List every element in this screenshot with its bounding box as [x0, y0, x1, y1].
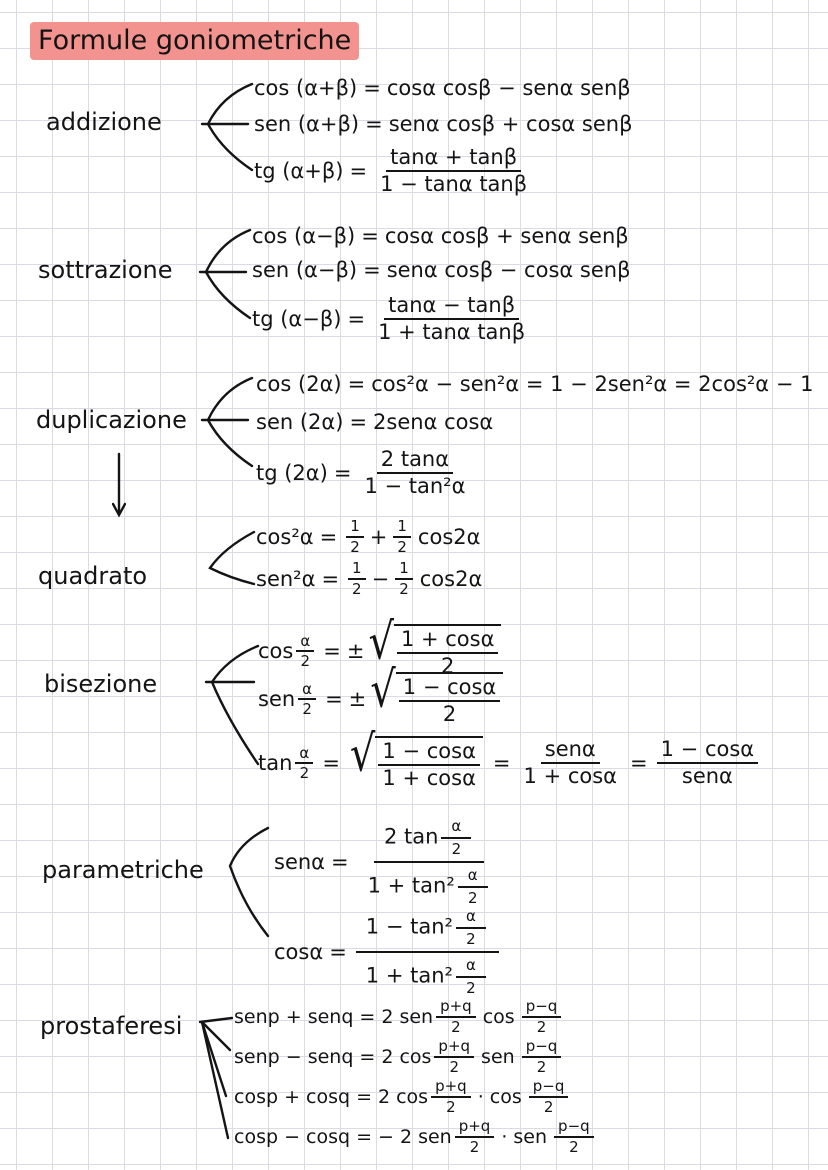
section-label-prostaferesi: prostaferesi — [40, 1012, 183, 1040]
formula-sott-tg: tg (α−β) = $\frac{\tan\alpha - \tan\beta}{\text{1 + tanα tanβ}}$ — [252, 294, 532, 344]
bracket-quadrato — [204, 526, 260, 590]
section-label-quadrato: quadrato — [38, 562, 148, 590]
formula-add-tg: tg (α+β) = $\frac{\tan\alpha + \tan\beta}{\text{1 − tanα tanβ}}$ — [254, 146, 534, 196]
formula-dup-sen: sen (2α) = 2senα cosα — [256, 410, 494, 434]
section-label-sottrazione: sottrazione — [38, 256, 173, 284]
bracket-prostaferesi — [196, 1014, 236, 1154]
formula-dup-cos: cos (2α) = cos²α − sen²α = 1 − 2sen²α = 2cos²α − 1 — [256, 372, 814, 396]
formula-dup-tg: tg (2α) = $\frac{2 \tan\alpha}{\text{1 − tan²α}}$ — [256, 448, 472, 498]
formula-bis-tan: tan $\frac{\alpha}{2}$ = √ $\frac{1 - \cos\alpha}{1 + \cos\alpha}$ = $\frac{\text{senα}}{1 + \cos\alpha}$ = $\frac{1 - \cos\alpha}{\text{senα}}$ — [258, 736, 761, 790]
section-label-bisezione: bisezione — [44, 670, 158, 698]
bracket-sottrazione — [196, 224, 256, 324]
page-title: Formule goniometriche — [30, 22, 359, 60]
formula-par-sen: senα = 2 tan $\frac{\alpha}{2}$ 1 + tan² $\frac{\alpha}{2}$ — [274, 814, 504, 910]
fraction-sott-tg: $\frac{\tan\alpha - \tan\beta}{\text{1 + tanα tanβ}}$ — [378, 293, 526, 345]
section-label-duplicazione: duplicazione — [36, 406, 187, 434]
section-label-parametriche: parametriche — [42, 856, 204, 884]
formula-sott-cos: cos (α−β) = cosα cosβ + senα senβ — [252, 224, 629, 248]
bracket-bisezione — [204, 640, 264, 770]
formula-add-sen: sen (α+β) = senα cosβ + cosα senβ — [254, 112, 633, 136]
formula-add-cos: cos (α+β) = cosα cosβ − senα senβ — [254, 76, 631, 100]
formula-quad-cos: cos²α = $\frac{1}{2}$ + $\frac{1}{2}$ cos2α — [256, 517, 481, 556]
arrow-down-icon — [112, 452, 126, 518]
bracket-addizione — [200, 78, 260, 178]
section-label-addizione: addizione — [46, 108, 162, 136]
formula-quad-sen: sen²α = $\frac{1}{2}$ − $\frac{1}{2}$ cos2α — [256, 559, 483, 598]
formula-pros-4: cosp − cosq = − 2 sen $\frac{p+q}{2}$ · sen $\frac{p-q}{2}$ — [234, 1118, 597, 1155]
fraction-dup-tg: $\frac{2 \tan\alpha}{\text{1 − tan²α}}$ — [364, 447, 466, 499]
formula-sott-sen: sen (α−β) = senα cosβ − cosα senβ — [252, 258, 631, 282]
bracket-duplicazione — [200, 372, 260, 472]
formula-pros-3: cosp + cosq = 2 cos $\frac{p+q}{2}$ · cos $\frac{p-q}{2}$ — [234, 1078, 571, 1115]
formula-pros-2: senp − senq = 2 cos $\frac{p+q}{2}$ sen $\frac{p-q}{2}$ — [234, 1038, 564, 1075]
formula-pros-1: senp + senq = 2 sen $\frac{p+q}{2}$ cos $\frac{p-q}{2}$ — [234, 998, 564, 1035]
bracket-parametriche — [224, 822, 274, 942]
fraction-add-tg: $\frac{\tan\alpha + \tan\beta}{\text{1 − tanα tanβ}}$ — [380, 145, 528, 197]
formula-par-cos: cosα = 1 − tan² $\frac{\alpha}{2}$ 1 + tan² $\frac{\alpha}{2}$ — [274, 904, 502, 1000]
formula-bis-cos: cos $\frac{\alpha}{2}$ = ± √ $\frac{1 + \cos\alpha}{2}$ — [258, 624, 505, 678]
formula-bis-sen: sen $\frac{\alpha}{2}$ = ± √ $\frac{1 - \cos\alpha}{2}$ — [258, 672, 507, 726]
